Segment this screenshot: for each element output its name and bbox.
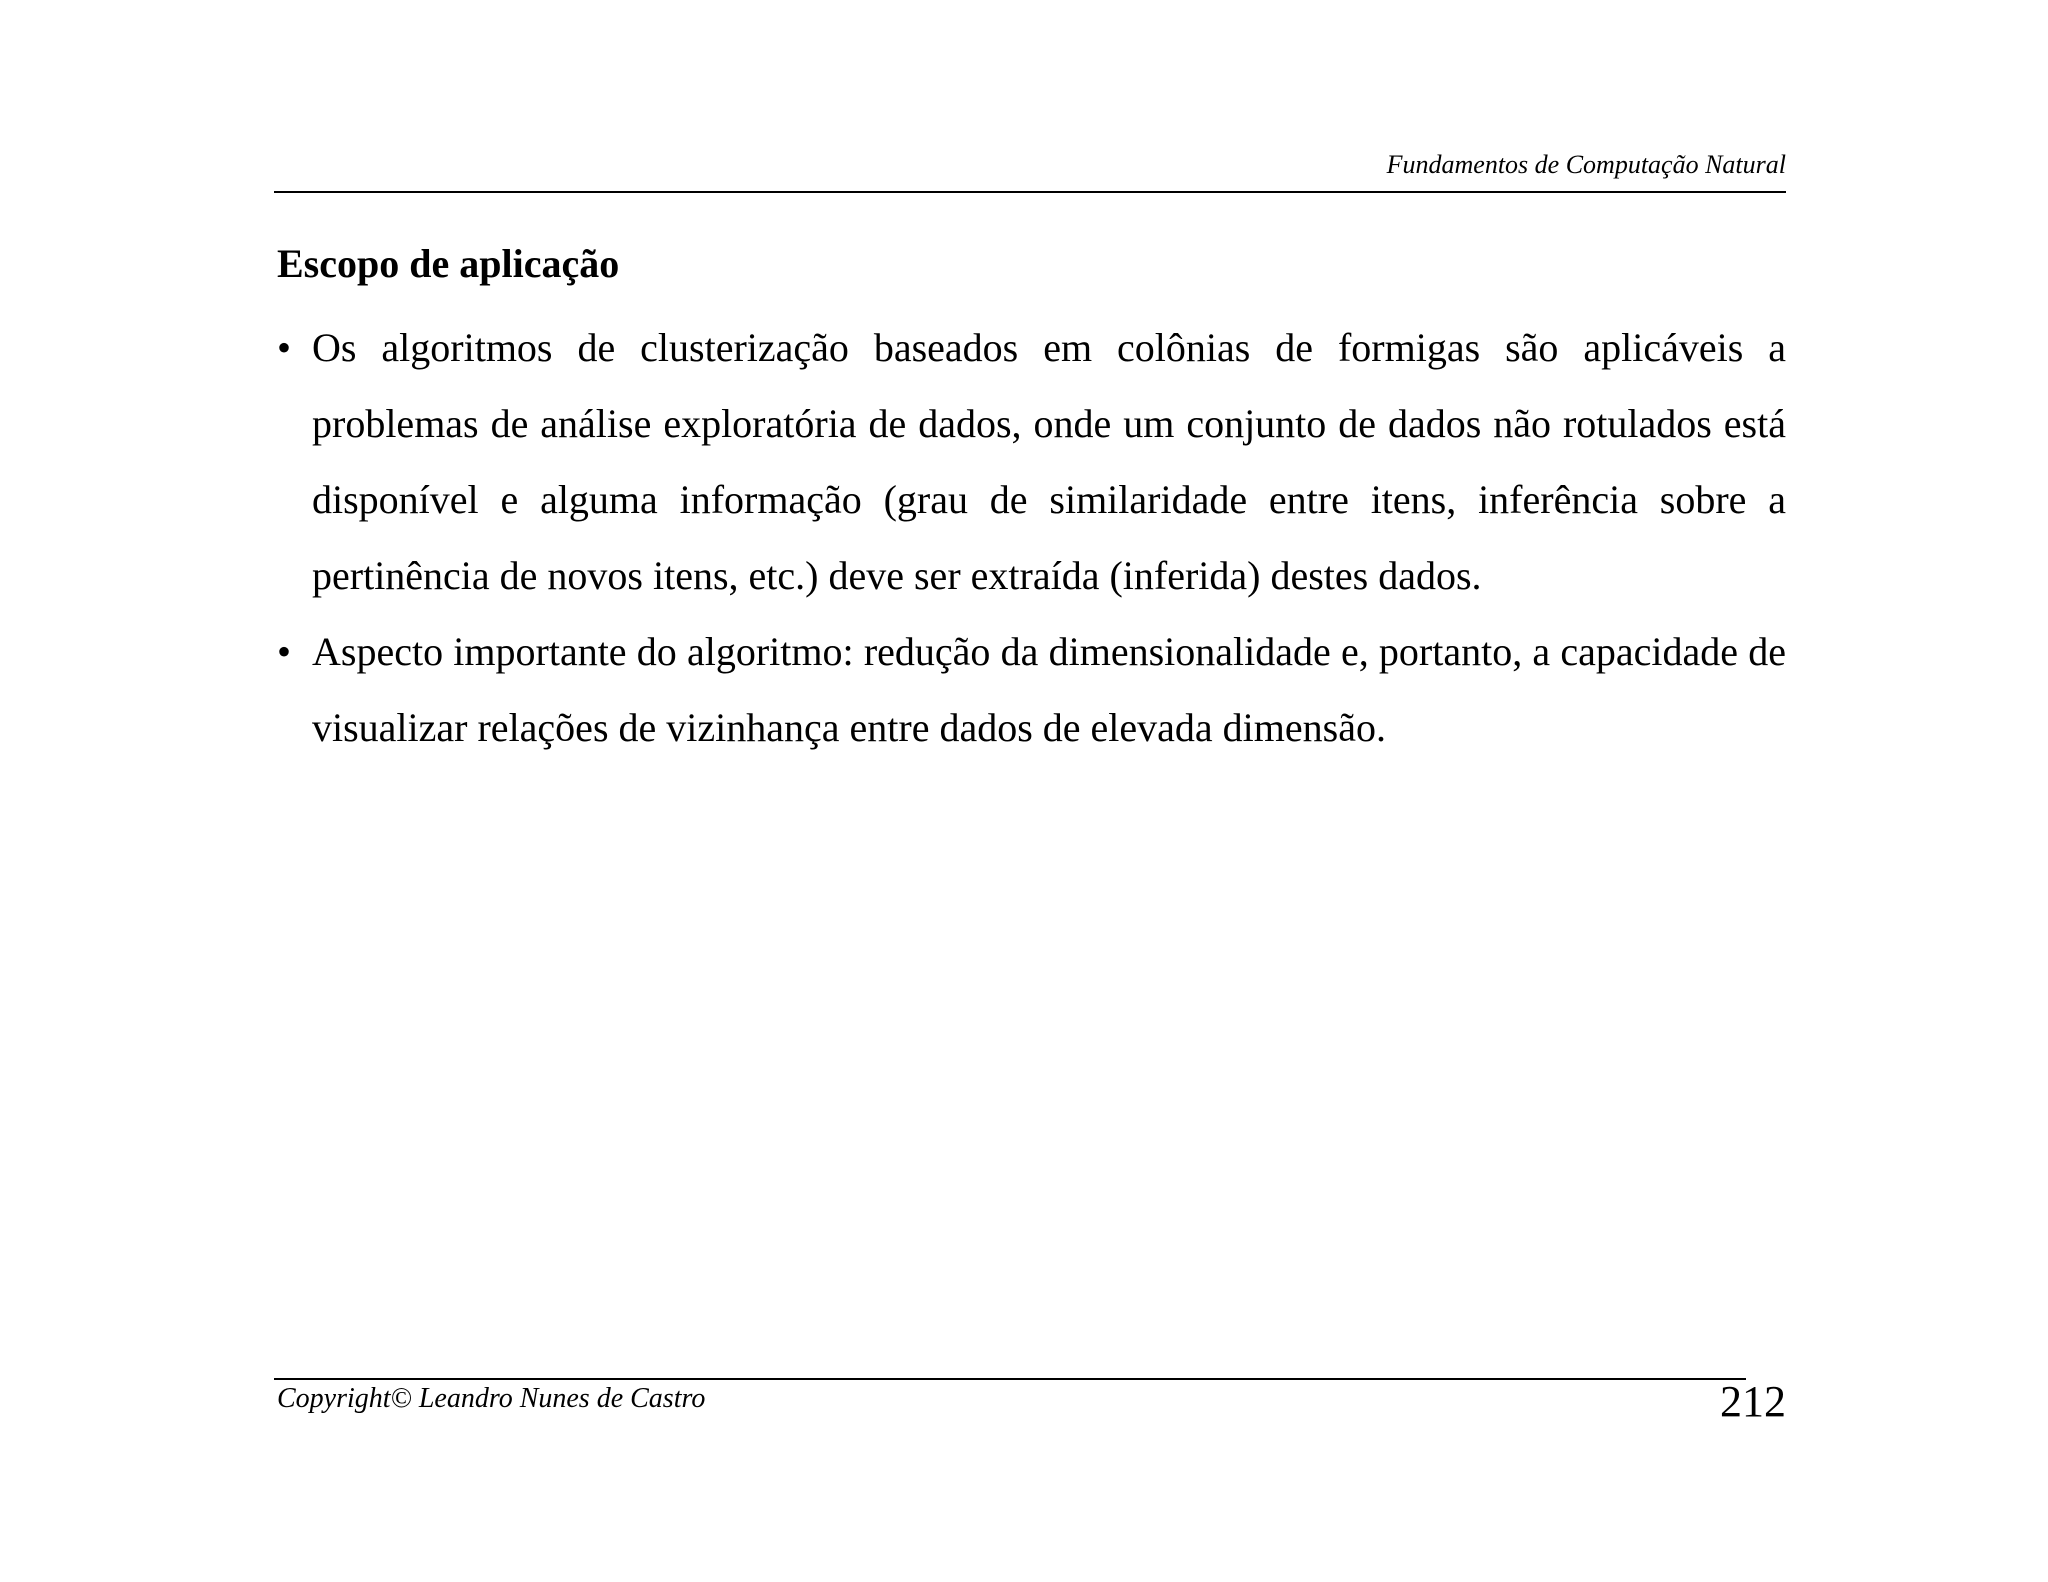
bullet-icon: • bbox=[277, 629, 292, 674]
section-heading: Escopo de aplicação bbox=[277, 241, 620, 286]
header-divider bbox=[274, 191, 1786, 193]
running-header-title: Fundamentos de Computação Natural bbox=[1386, 150, 1786, 179]
page-number: 212 bbox=[1720, 1377, 1786, 1426]
footer-divider bbox=[274, 1378, 1746, 1380]
bullet-item bbox=[277, 614, 1786, 766]
bullet-item bbox=[277, 310, 1786, 614]
bullet-text: Aspecto importante do algoritmo: redução da dimensionalidade e, portanto, a capacidade de visualizar relações de vizinhança entre dados de elevada dimensão. bbox=[312, 629, 1786, 750]
bullet-list bbox=[277, 310, 1786, 766]
footer-copyright: Copyright© Leandro Nunes de Castro bbox=[277, 1383, 706, 1414]
bullet-icon: • bbox=[277, 325, 292, 370]
bullet-text: Os algoritmos de clusterização baseados em colônias de formigas são aplicáveis a problemas de análise exploratória de dados, onde um conjunto de dados não rotulados está disponível e alguma informação (grau de similaridade entre itens, inferência sobre a pertinência de novos itens, etc.) deve ser extraída (inferida) destes dados. bbox=[312, 325, 1786, 598]
